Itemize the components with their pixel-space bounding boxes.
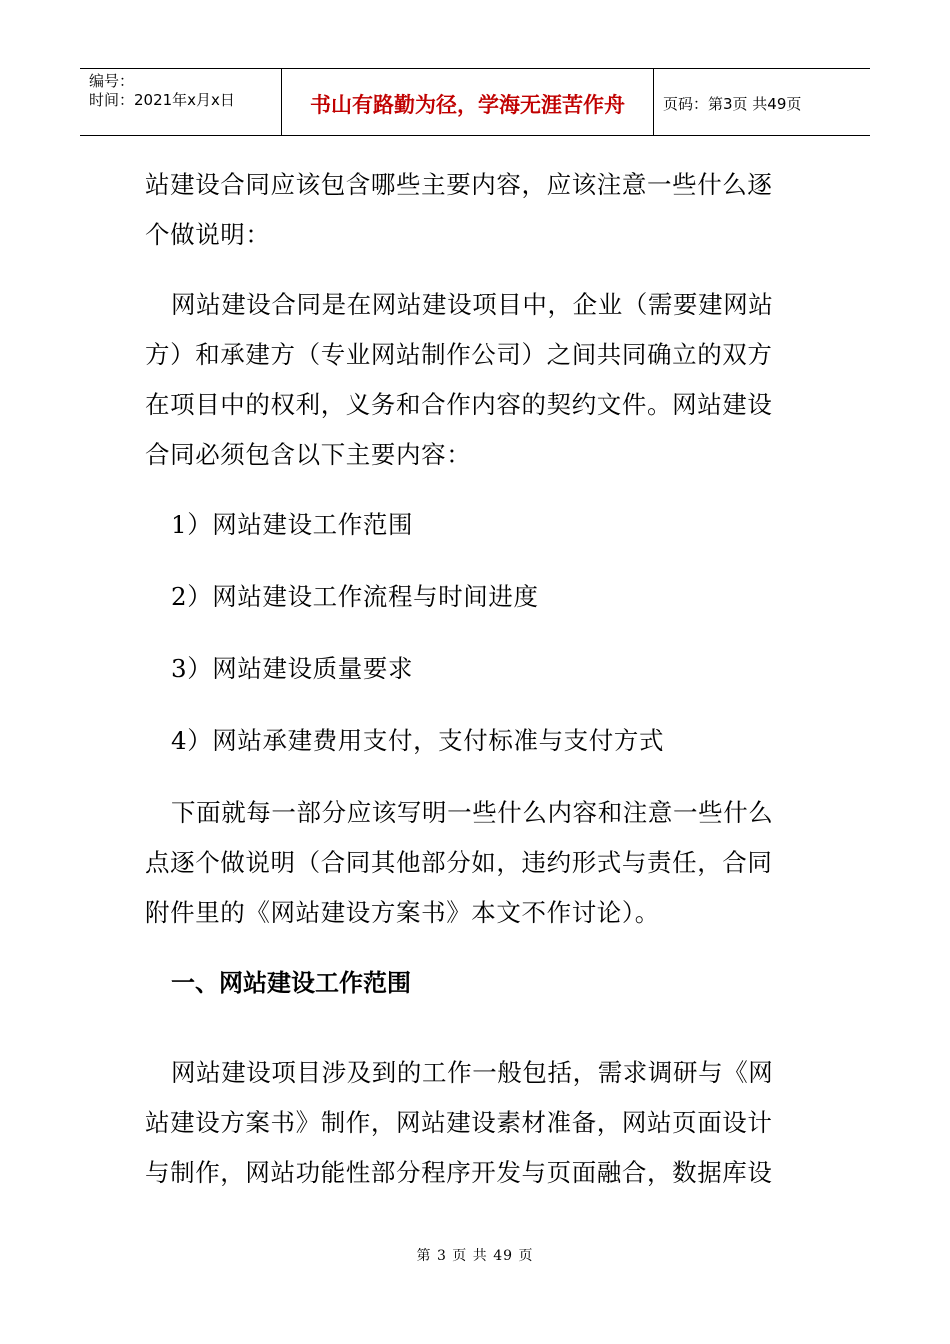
header-meta [80,69,282,135]
section-heading: 一、网站建设工作范围 [171,969,411,997]
list-item: 4）网站承建费用支付，支付标准与支付方式 [171,726,665,755]
paragraph-scope: 网站建设项目涉及到的工作一般包括，需求调研与《网站建设方案书》制作，网站建设素材准备，网站页面设计与制作，网站功能性部分程序开发与页面融合，数据库设 [145,1058,774,1187]
list-item: 3）网站建设质量要求 [171,654,414,683]
list-item: 2）网站建设工作流程与时间进度 [171,582,539,611]
header-page-info: 页码：第3页 共49页 [663,94,802,113]
header-motto: 书山有路勤为径，学海无涯苦作舟 [282,69,654,135]
paragraph-explanation: 下面就每一部分应该写明一些什么内容和注意一些什么点逐个做说明（合同其他部分如，违约形式与责任，合同附件里的《网站建设方案书》本文不作讨论）。 [145,798,774,927]
paragraph-intro: 站建设合同应该包含哪些主要内容，应该注意一些什么逐个做说明： [145,170,773,249]
list-item: 1）网站建设工作范围 [171,510,414,539]
document-number-label: 编号： [89,72,135,90]
paragraph-definition: 网站建设合同是在网站建设项目中，企业（需要建网站方）和承建方（专业网站制作公司）之间共同确立的双方在项目中的权利，义务和合作内容的契约文件。网站建设合同必须包含以下主要内容： [145,290,774,469]
page-footer: 第 3 页 共 49 页 [416,1248,534,1264]
page-header [80,68,870,136]
document-time-label: 时间：2021年x月x日 [89,91,235,109]
document-body [145,160,785,1198]
